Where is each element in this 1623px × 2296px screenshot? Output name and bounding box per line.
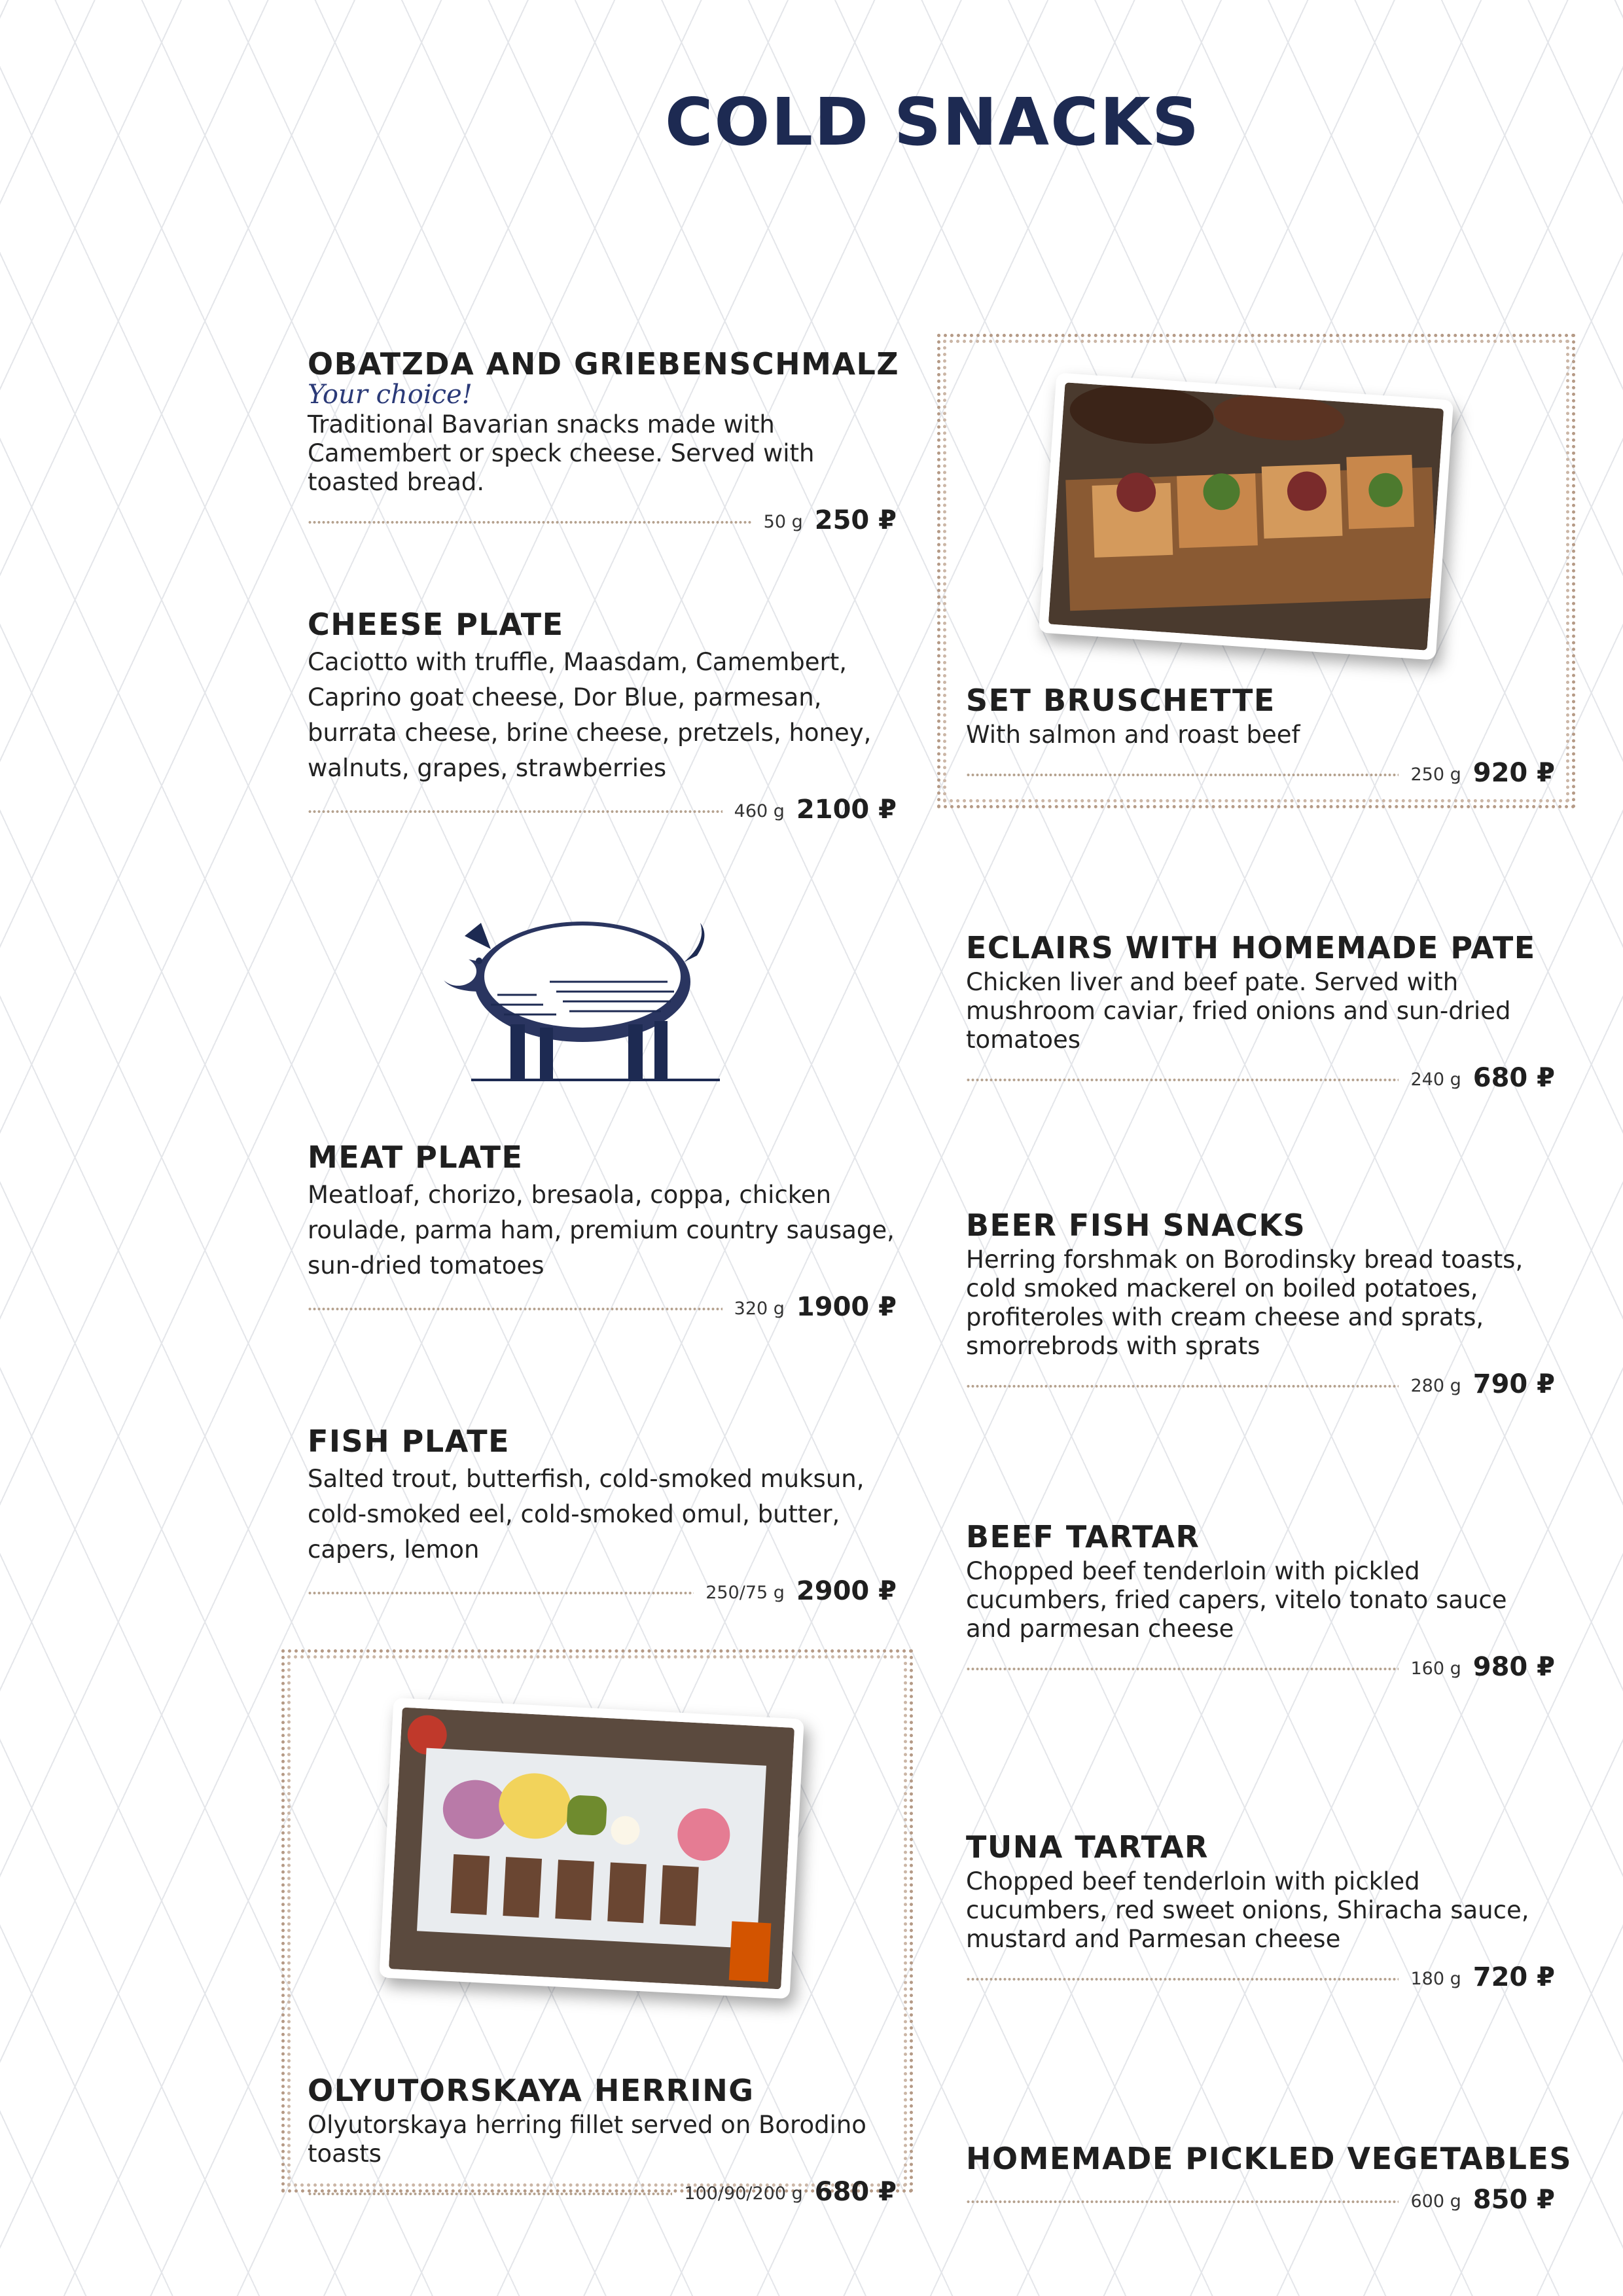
item-description: Caciotto with truffle, Maasdam, Camembert, Caprino goat cheese, Dor Blue, parmesan, burrata cheese, brine cheese, pretzels, honey, walnuts, grapes, strawberries — [308, 647, 872, 782]
menu-item-eclairs — [966, 931, 1555, 1092]
item-tag: Your choice! — [308, 379, 473, 410]
item-price: 1900 ₽ — [796, 1291, 897, 1322]
menu-item-cheese-plate — [308, 607, 897, 824]
dotted-leader — [308, 810, 722, 814]
price-row — [966, 759, 1555, 787]
item-weight: 240 g — [1410, 1069, 1461, 1090]
menu-item-obatzda — [308, 346, 900, 535]
item-description: Meatloaf, chorizo, bresaola, coppa, chicken roulade, parma ham, premium country sausage, sun-dried tomatoes — [308, 1180, 895, 1280]
menu-item-meat-plate — [308, 1140, 897, 1321]
dotted-leader — [966, 1977, 1399, 1981]
item-name: FISH PLATE — [308, 1424, 510, 1459]
item-name: OBATZDA AND GRIEBENSCHMALZ — [308, 346, 900, 382]
menu-item-set-bruschette — [966, 683, 1555, 787]
item-weight: 600 g — [1410, 2191, 1461, 2212]
item-price: 680 ₽ — [814, 2176, 897, 2207]
dotted-leader — [308, 520, 752, 524]
dotted-leader — [308, 1307, 722, 1311]
price-row — [308, 795, 897, 824]
item-price: 790 ₽ — [1472, 1369, 1555, 1399]
herring-photo — [379, 1698, 804, 1999]
menu-item-beef-tartar — [966, 1520, 1555, 1681]
item-description: Chopped beef tenderloin with pickled cucumbers, red sweet onions, Shiracha sauce, mustard and Parmesan cheese — [966, 1867, 1529, 1953]
page-title: COLD SNACKS — [665, 84, 1200, 160]
item-weight: 460 g — [734, 801, 785, 822]
dotted-leader — [308, 2192, 672, 2196]
price-row — [308, 1577, 897, 1605]
price-row — [966, 2185, 1555, 2214]
menu-item-beer-fish-snacks — [966, 1208, 1555, 1399]
price-row — [308, 2178, 897, 2206]
item-price: 2900 ₽ — [796, 1575, 897, 1606]
item-price: 680 ₽ — [1472, 1062, 1555, 1093]
price-row — [966, 1653, 1555, 1681]
dotted-leader — [966, 1384, 1399, 1388]
item-name: BEEF TARTAR — [966, 1519, 1200, 1554]
item-price: 720 ₽ — [1472, 1962, 1555, 1992]
item-weight: 250/75 g — [705, 1583, 785, 1604]
dotted-leader — [308, 1591, 694, 1595]
price-row — [966, 1370, 1555, 1399]
price-row — [966, 1064, 1555, 1092]
dotted-leader — [966, 2200, 1399, 2204]
item-price: 920 ₽ — [1472, 757, 1555, 788]
price-row — [308, 506, 897, 535]
item-price: 850 ₽ — [1472, 2184, 1555, 2215]
dotted-leader — [966, 773, 1399, 777]
item-name: MEAT PLATE — [308, 1139, 524, 1175]
menu-item-olyutorskaya-herring — [308, 2073, 897, 2206]
item-weight: 50 g — [763, 512, 803, 533]
item-name: SET BRUSCHETTE — [966, 683, 1275, 718]
item-weight: 180 g — [1410, 1969, 1461, 1990]
dotted-leader — [966, 1078, 1399, 1082]
item-weight: 280 g — [1410, 1376, 1461, 1397]
dotted-leader — [966, 1667, 1399, 1671]
item-name: OLYUTORSKAYA HERRING — [308, 2073, 755, 2108]
bruschette-photo — [1039, 372, 1454, 660]
item-weight: 160 g — [1410, 1659, 1461, 1679]
item-price: 980 ₽ — [1472, 1651, 1555, 1682]
item-description: With salmon and roast beef — [966, 720, 1300, 749]
item-description: Chopped beef tenderloin with pickled cucumbers, fried capers, vitelo tonato sauce and parmesan cheese — [966, 1556, 1507, 1643]
menu-item-fish-plate — [308, 1424, 897, 1605]
item-weight: 100/90/200 g — [684, 2183, 803, 2204]
menu-item-pickled-vegetables — [966, 2141, 1572, 2215]
item-weight: 250 g — [1410, 764, 1461, 785]
pig-illustration — [419, 884, 733, 1096]
item-name: CHEESE PLATE — [308, 607, 564, 642]
item-name: HOMEMADE PICKLED VEGETABLES — [966, 2141, 1572, 2176]
item-description: Salted trout, butterfish, cold-smoked muksun, cold-smoked eel, cold-smoked omul, butter, capers, lemon — [308, 1464, 865, 1564]
item-name: TUNA TARTAR — [966, 1829, 1209, 1865]
menu-item-tuna-tartar — [966, 1830, 1555, 1992]
item-price: 2100 ₽ — [796, 794, 897, 825]
item-price: 250 ₽ — [814, 505, 897, 535]
item-weight: 320 g — [734, 1299, 785, 1319]
item-name: BEER FISH SNACKS — [966, 1208, 1306, 1243]
item-description: Olyutorskaya herring fillet served on Borodino toasts — [308, 2110, 866, 2168]
item-description: Chicken liver and beef pate. Served with mushroom caviar, fried onions and sun-dried tomatoes — [966, 967, 1511, 1054]
item-description: Herring forshmak on Borodinsky bread toasts, cold smoked mackerel on boiled potatoes, profiteroles with cream cheese and sprats, smorrebrods with sprats — [966, 1245, 1524, 1360]
item-name: ECLAIRS WITH HOMEMADE PATE — [966, 930, 1536, 965]
price-row — [308, 1293, 897, 1321]
price-row — [966, 1963, 1555, 1992]
item-description: Traditional Bavarian snacks made with Camembert or speck cheese. Served with toasted bread. — [308, 410, 815, 496]
